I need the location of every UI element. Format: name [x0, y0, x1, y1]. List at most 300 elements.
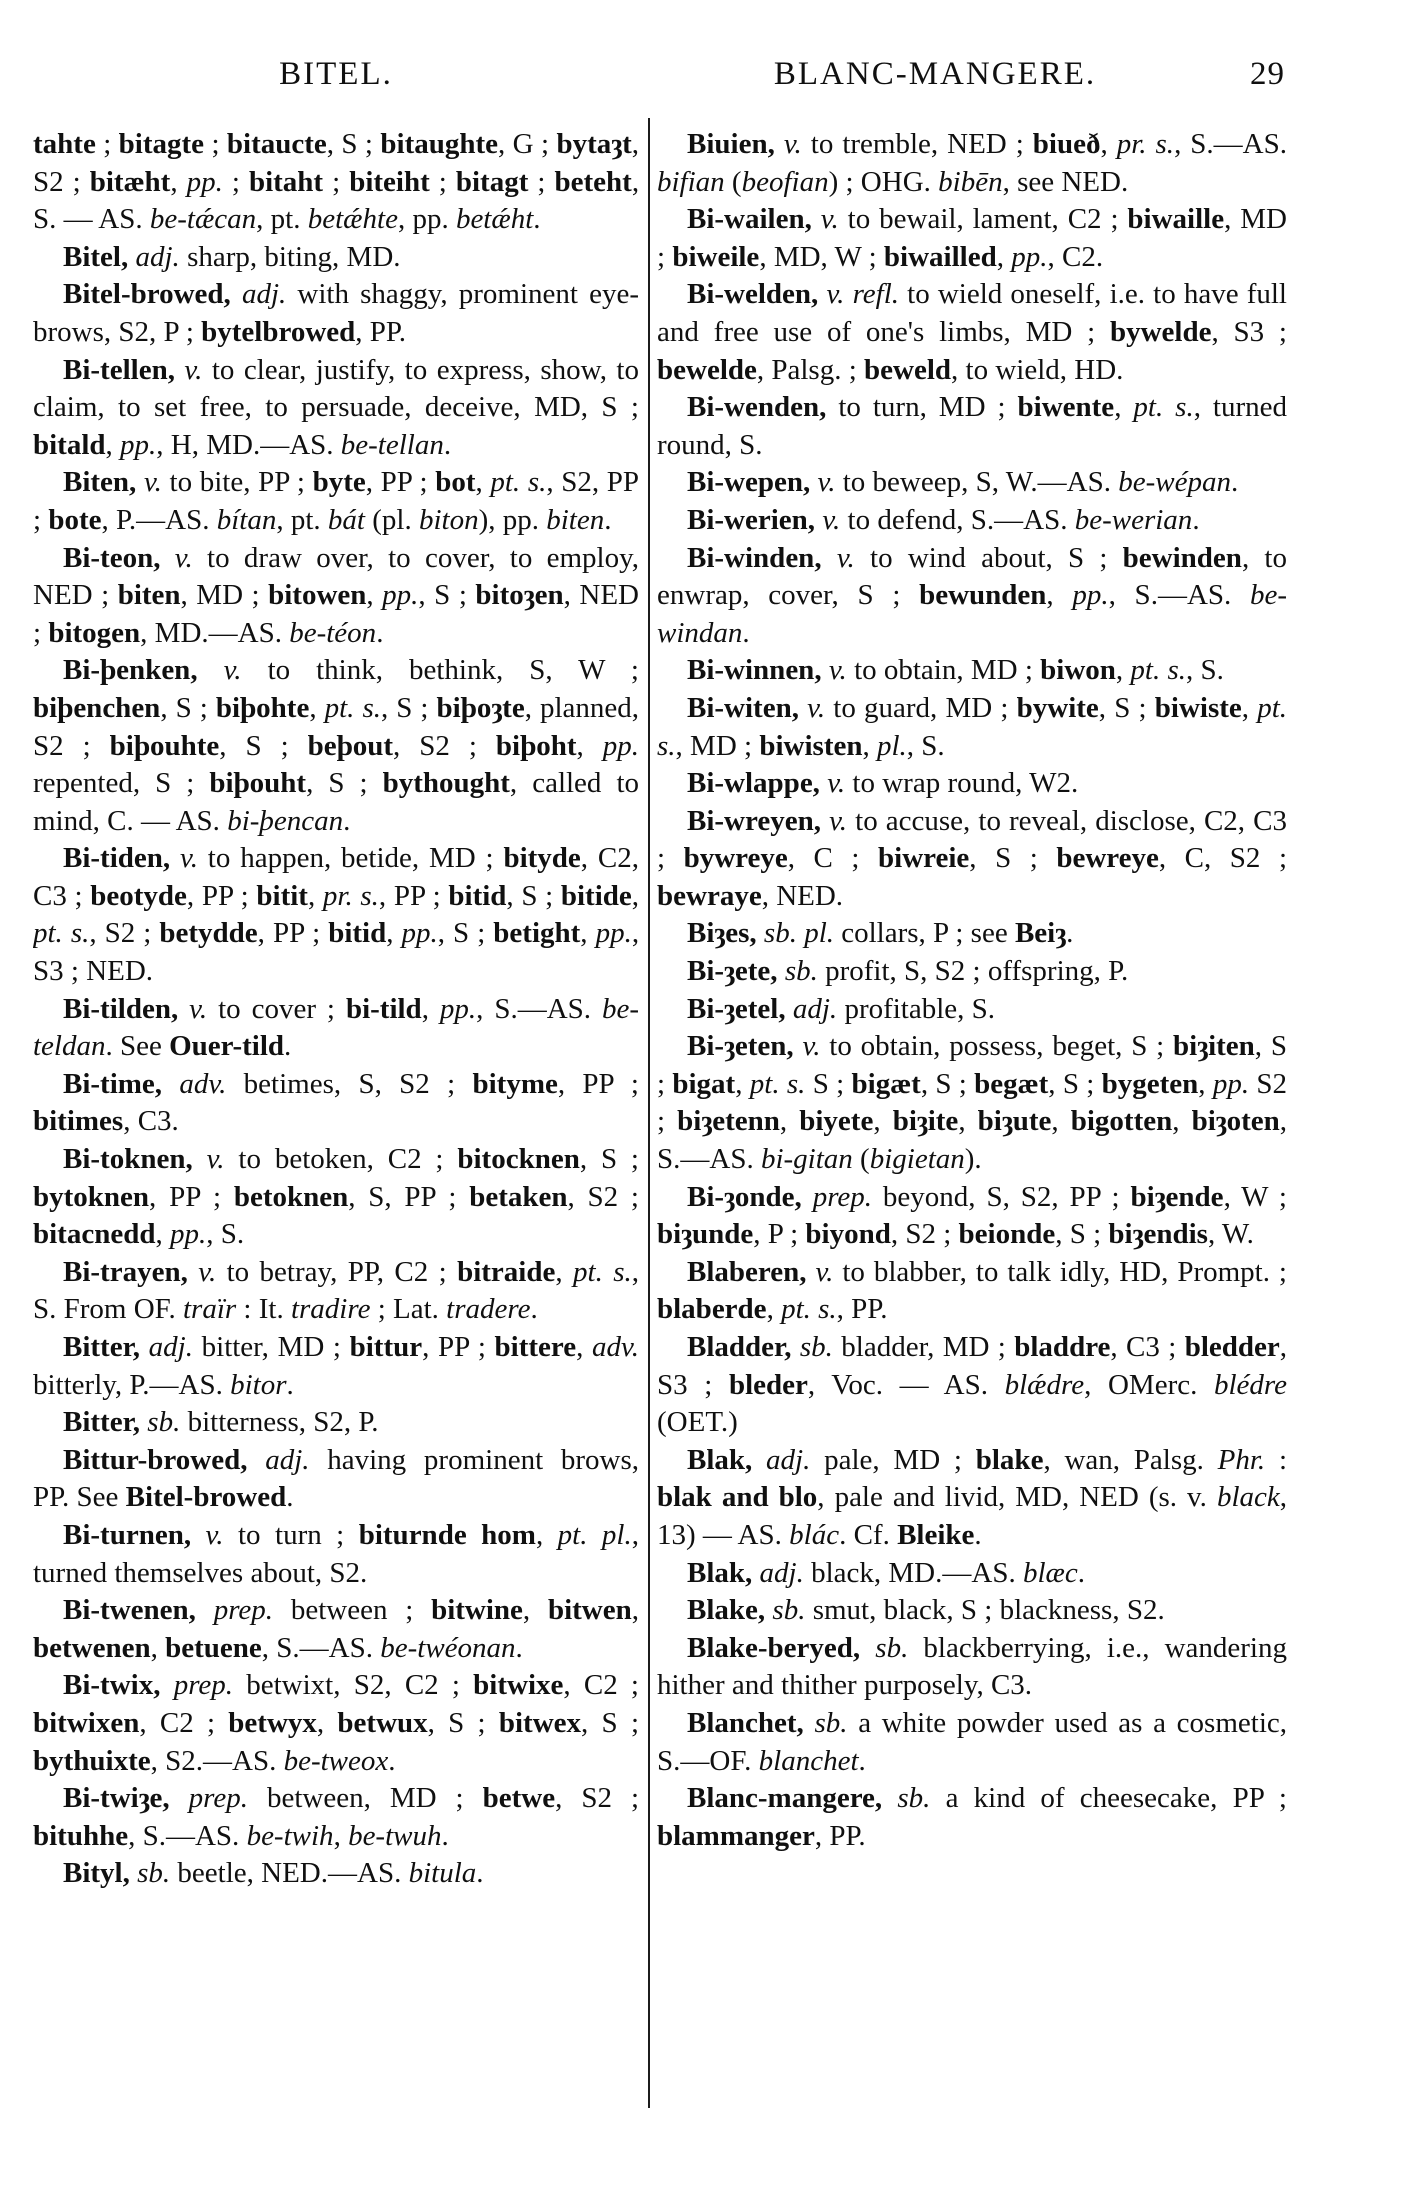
- gloss-text: , turned round, S.: [657, 391, 1287, 461]
- gloss-text: .: [286, 1481, 294, 1514]
- headword-or-variant: Bi-wenden,: [687, 391, 827, 424]
- gloss-text: , S ;: [326, 128, 381, 160]
- gloss-text: , S.: [906, 729, 945, 762]
- headword-or-variant: Bi-time,: [63, 1067, 163, 1100]
- headword-or-variant: bituhhe: [33, 1819, 129, 1852]
- gloss-text: S ;: [805, 1067, 852, 1100]
- gloss-text: ,: [631, 1594, 639, 1627]
- grammar-label: sb.: [803, 1706, 848, 1739]
- headword-or-variant: Bi-witen,: [687, 691, 799, 724]
- gloss-text: profitable, S.: [837, 992, 996, 1025]
- gloss-text: .: [515, 1631, 523, 1664]
- grammar-label: pt. s.: [1130, 654, 1187, 687]
- headword-or-variant: Beiȝ: [1014, 917, 1067, 950]
- headword-or-variant: bitwixen: [33, 1706, 140, 1739]
- grammar-label: be-twuh: [348, 1819, 442, 1852]
- gloss-text: smut, black, S ; blackness, S2.: [805, 1594, 1165, 1627]
- headword-or-variant: biueð: [1032, 128, 1101, 160]
- gloss-text: ,: [366, 579, 383, 612]
- grammar-label: v.: [798, 691, 826, 724]
- entry-bi-es: [657, 915, 1287, 953]
- headword-or-variant: biyond: [805, 1218, 891, 1251]
- headword-or-variant: biȝute: [977, 1105, 1052, 1138]
- headword-or-variant: biȝoten: [1191, 1105, 1280, 1138]
- gloss-text: , to wield, HD.: [951, 353, 1124, 386]
- headword-or-variant: bitid: [448, 879, 507, 912]
- gloss-text: :: [1265, 1443, 1287, 1476]
- gloss-text: , S. From OF.: [33, 1255, 639, 1326]
- headword-or-variant: biwailled: [883, 240, 997, 273]
- gloss-text: beyond, S, S2, PP ;: [872, 1180, 1131, 1213]
- gloss-text: .: [284, 1030, 292, 1063]
- grammar-label: v.: [821, 541, 855, 574]
- gloss-text: a white powder used as a cosmetic, S.—OF.: [657, 1706, 1287, 1777]
- grammar-label: v.: [821, 654, 847, 687]
- gloss-text: to happen, betide, MD ;: [197, 842, 504, 875]
- gloss-text: profit, S, S2 ; offspring, P.: [817, 955, 1129, 988]
- headword-or-variant: bote: [48, 503, 102, 536]
- gloss-text: , PP ;: [149, 1180, 234, 1213]
- headword-or-variant: bitaucte: [226, 128, 327, 160]
- gloss-text: , PP ;: [422, 1331, 495, 1363]
- gloss-text: .: [1192, 503, 1200, 536]
- entry-bitel-browed: [33, 276, 639, 351]
- headword-or-variant: Bi-tellen,: [63, 353, 175, 386]
- gloss-text: ) ; OHG.: [828, 165, 939, 198]
- entry-bi-wenden: [657, 389, 1287, 464]
- gloss-text: beetle, NED.—AS.: [170, 1857, 409, 1890]
- gloss-text: , S2, PP ;: [33, 466, 639, 536]
- grammar-label: sb.: [777, 955, 818, 988]
- grammar-label: pp.: [595, 917, 632, 950]
- gloss-text: ,: [996, 240, 1012, 273]
- gloss-text: to blabber, to talk idly, HD, Prompt. ;: [833, 1255, 1287, 1288]
- grammar-label: be-teldan: [33, 992, 639, 1063]
- headword-or-variant: biyete: [799, 1105, 874, 1138]
- headword-or-variant: Bitel,: [63, 240, 129, 273]
- headword-or-variant: biȝunde: [657, 1218, 754, 1251]
- right-column: [657, 126, 1287, 1855]
- gloss-text: to obtain, possess, beget, S ;: [820, 1030, 1174, 1063]
- gloss-text: , P ;: [753, 1218, 806, 1251]
- grammar-label: blanchet: [758, 1744, 859, 1777]
- gloss-text: ;: [429, 165, 456, 198]
- headword-or-variant: biwisten: [759, 729, 863, 762]
- gloss-text: . See: [105, 1030, 170, 1063]
- headword-or-variant: Bi-welden,: [687, 278, 819, 311]
- headword-or-variant: bywreye: [683, 842, 788, 875]
- grammar-label: prep.: [801, 1180, 873, 1213]
- gloss-text: , MD ;: [180, 579, 269, 612]
- grammar-label: be-werian: [1074, 503, 1193, 536]
- headword-or-variant: bi-tild: [345, 992, 422, 1025]
- gloss-text: .: [533, 203, 541, 236]
- grammar-label: pt. s.: [749, 1067, 806, 1100]
- grammar-label: pt. s.: [33, 917, 90, 950]
- headword-or-variant: bitoȝen: [475, 579, 564, 612]
- gloss-text: , Palsg. ;: [756, 353, 865, 386]
- entry-bi-eten: [657, 1028, 1287, 1178]
- gloss-text: to beweep, S, W.—AS.: [835, 466, 1119, 499]
- gloss-text: , PP ;: [378, 879, 449, 912]
- headword-or-variant: Bladder,: [687, 1331, 792, 1363]
- headword-or-variant: beþout: [307, 729, 394, 762]
- gloss-text: , S ;: [427, 1706, 499, 1739]
- gloss-text: , PP ;: [557, 1067, 639, 1100]
- entry-biuien: [657, 126, 1287, 201]
- headword-or-variant: Blak,: [687, 1443, 753, 1476]
- entry-blake-beryed: [657, 1630, 1287, 1705]
- headword-or-variant: Bi-winnen,: [687, 654, 822, 687]
- headword-or-variant: bitid: [328, 917, 387, 950]
- headword-or-variant: biten: [117, 579, 181, 612]
- gloss-text: ,: [580, 917, 596, 950]
- gloss-text: ,: [555, 1255, 574, 1288]
- headword-or-variant: biwiste: [1154, 691, 1242, 724]
- headword-or-variant: bytaȝt: [556, 128, 632, 160]
- gloss-text: , S ;: [969, 842, 1057, 875]
- running-title-right: BLANC-MANGERE.: [773, 56, 1097, 92]
- grammar-label: be-windan: [657, 579, 1287, 649]
- gloss-text: ,: [576, 1331, 593, 1363]
- entry-bi-etel: [657, 991, 1287, 1029]
- gloss-text: (OET.): [657, 1406, 738, 1439]
- headword-or-variant: bygeten: [1101, 1067, 1199, 1100]
- headword-or-variant: betwux: [337, 1706, 428, 1739]
- gloss-text: ,: [779, 1105, 800, 1138]
- grammar-label: pt. s.: [324, 691, 381, 724]
- headword-or-variant: bitowen: [268, 579, 367, 612]
- gloss-text: ,: [958, 1105, 978, 1138]
- gloss-text: ,: [150, 1631, 166, 1664]
- gloss-text: ,: [1172, 1105, 1192, 1138]
- entry-bi-winnen: [657, 652, 1287, 690]
- grammar-label: adv.: [162, 1067, 227, 1100]
- gloss-text: to wield oneself, i.e. to have full and free use of one's limbs, MD ;: [657, 278, 1287, 348]
- headword-or-variant: Bitter,: [63, 1406, 141, 1439]
- grammar-label: pp.: [602, 729, 639, 762]
- headword-or-variant: Bi-tilden,: [63, 992, 179, 1025]
- gloss-text: , C2, C3 ;: [33, 842, 639, 912]
- grammar-label: pt. s.: [573, 1255, 632, 1288]
- headword-or-variant: biþoht: [495, 729, 577, 762]
- headword-or-variant: betuene: [165, 1631, 262, 1664]
- grammar-label: v.: [819, 767, 846, 800]
- gloss-text: , P.—AS.: [101, 503, 217, 536]
- gloss-text: to bite, PP ;: [161, 466, 313, 499]
- gloss-text: to turn, MD ;: [826, 391, 1018, 424]
- headword-or-variant: Bityl,: [63, 1857, 130, 1890]
- grammar-label: adj.: [140, 1331, 193, 1363]
- grammar-label: pt. s.: [490, 466, 547, 499]
- grammar-label: v.: [187, 1255, 217, 1288]
- gloss-text: , S2 ;: [393, 729, 496, 762]
- grammar-label: v.: [170, 842, 198, 875]
- headword-or-variant: betight: [493, 917, 581, 950]
- gloss-text: , C2 ;: [563, 1669, 639, 1702]
- gloss-text: blackberrying, i.e., wandering hither and thither purposely, C3.: [657, 1631, 1287, 1702]
- headword-or-variant: biȝende: [1130, 1180, 1224, 1213]
- grammar-label: bibēn: [938, 165, 1003, 198]
- gloss-text: , S ;: [657, 1030, 1287, 1100]
- gloss-text: bitterness, S2, P.: [180, 1406, 379, 1439]
- grammar-label: sb.: [882, 1782, 931, 1815]
- gloss-text: ;: [323, 165, 350, 198]
- headword-or-variant: betydde: [159, 917, 258, 950]
- entry-bi-werien: [657, 502, 1287, 540]
- entry-bitel: [33, 239, 639, 277]
- gloss-text: between, MD ;: [248, 1782, 483, 1815]
- entry-bitter: [33, 1329, 639, 1404]
- headword-or-variant: biȝendis: [1108, 1218, 1208, 1251]
- gloss-text: , S2 ;: [33, 128, 639, 198]
- headword-or-variant: Blake,: [687, 1594, 766, 1627]
- entry-bitter: [33, 1404, 639, 1442]
- gloss-text: to obtain, MD ;: [846, 654, 1041, 687]
- headword-or-variant: biþohte: [215, 691, 310, 724]
- headword-or-variant: betwenen: [33, 1631, 151, 1664]
- gloss-text: .: [530, 1293, 538, 1326]
- gloss-text: with shaggy, prominent eye-brows, S2, P ;: [33, 278, 639, 348]
- gloss-text: ,: [421, 992, 440, 1025]
- entry-bi-winden: [657, 540, 1287, 653]
- gloss-text: , S3 ;: [657, 1331, 1287, 1401]
- headword-or-variant: Bi-ȝete,: [687, 955, 778, 988]
- headword-or-variant: bitraide: [457, 1255, 556, 1288]
- headword-or-variant: biȝiten: [1173, 1030, 1255, 1063]
- gloss-text: , W.: [1207, 1218, 1254, 1251]
- gloss-text: ,: [735, 1067, 750, 1100]
- gloss-text: to accuse, to reveal, disclose, C2, C3 ;: [657, 804, 1287, 875]
- gloss-text: , S ;: [160, 691, 216, 724]
- entry-continuation: [33, 126, 639, 239]
- gloss-text: .: [441, 1819, 449, 1852]
- gloss-text: , PP ;: [186, 879, 257, 912]
- gloss-text: .: [1077, 1556, 1085, 1589]
- entry-blak: [657, 1555, 1287, 1593]
- entry-blaberen: [657, 1254, 1287, 1329]
- entry-bittur-browed: [33, 1442, 639, 1517]
- gloss-text: to betoken, C2 ;: [224, 1143, 458, 1176]
- gloss-text: to clear, justify, to express, show, to claim, to set free, to persuade, deceive, MD, S ;: [33, 353, 639, 424]
- headword-or-variant: bigotten: [1070, 1105, 1173, 1138]
- headword-or-variant: biþenchen: [33, 691, 161, 724]
- gloss-text: bladder, MD ;: [832, 1331, 1015, 1363]
- gloss-text: , S.—AS.: [476, 992, 602, 1025]
- headword-or-variant: bitwex: [498, 1706, 582, 1739]
- grammar-label: v.: [806, 1255, 834, 1288]
- headword-or-variant: bythuixte: [33, 1744, 151, 1777]
- gloss-text: ,: [316, 1706, 338, 1739]
- gloss-text: , S ;: [1048, 1067, 1102, 1100]
- grammar-label: pl.: [876, 729, 907, 762]
- gloss-text: betimes, S, S2 ;: [226, 1067, 473, 1100]
- gloss-text: , 13) — AS.: [657, 1481, 1287, 1551]
- gloss-text: to defend, S.—AS.: [840, 503, 1075, 536]
- gloss-text: , S3 ;: [1211, 315, 1287, 348]
- headword-or-variant: bywite: [1016, 691, 1099, 724]
- headword-or-variant: Bitel-browed: [125, 1481, 287, 1514]
- gloss-text: S2 ;: [657, 1067, 1287, 1138]
- grammar-label: v.: [192, 1143, 225, 1176]
- gloss-text: , S.—AS.: [261, 1631, 381, 1664]
- headword-or-variant: Bitter,: [63, 1331, 141, 1363]
- grammar-label: be-téon: [289, 616, 377, 649]
- headword-or-variant: Blake-beryed,: [687, 1631, 861, 1664]
- gloss-text: ;: [95, 128, 119, 160]
- grammar-label: tradire: [290, 1293, 371, 1326]
- grammar-label: adj.: [230, 278, 287, 311]
- gloss-text: ,: [333, 1819, 349, 1852]
- gloss-text: ,: [535, 1518, 558, 1551]
- grammar-label: pp.: [1011, 240, 1048, 273]
- headword-or-variant: Bi-twenen,: [63, 1594, 196, 1627]
- headword-or-variant: bewunden: [919, 579, 1047, 612]
- gloss-text: ,: [475, 466, 491, 499]
- grammar-label: pr. s.: [1116, 128, 1175, 160]
- left-column: [33, 126, 639, 1893]
- grammar-label: pp.: [401, 917, 438, 950]
- headword-or-variant: biþoȝte: [436, 691, 525, 724]
- headword-or-variant: bythought: [382, 767, 510, 800]
- gloss-text: to turn ;: [223, 1518, 359, 1551]
- headword-or-variant: Blanc-mangere,: [687, 1782, 883, 1815]
- grammar-label: bigietan: [869, 1143, 965, 1176]
- gloss-text: ,: [309, 691, 325, 724]
- grammar-label: pp.: [439, 992, 477, 1025]
- headword-or-variant: biwaille: [1127, 203, 1225, 236]
- grammar-label: pt. s.: [1133, 391, 1194, 424]
- grammar-label: be-tweox: [283, 1744, 389, 1777]
- gloss-text: , NED.: [761, 879, 844, 912]
- headword-or-variant: bitæht: [89, 165, 171, 198]
- grammar-label: sb.: [860, 1631, 909, 1664]
- headword-or-variant: bitaughte: [380, 128, 499, 160]
- gloss-text: , S.: [1186, 654, 1224, 687]
- entry-bi-tiden: [33, 840, 639, 990]
- headword-or-variant: biþouht: [209, 767, 307, 800]
- gloss-text: , S ;: [219, 729, 308, 762]
- headword-or-variant: beteht: [554, 165, 632, 198]
- grammar-label: bi-gitan: [760, 1143, 853, 1176]
- headword-or-variant: Bittur-browed,: [63, 1443, 248, 1476]
- entry-bi-twix: [33, 1667, 639, 1780]
- gloss-text: to tremble, NED ;: [801, 128, 1033, 160]
- entry-bi-welden: [657, 276, 1287, 389]
- headword-or-variant: Bi-tiden,: [63, 842, 171, 875]
- gloss-text: collars, P ; see: [834, 917, 1015, 950]
- headword-or-variant: bitacnedd: [33, 1218, 156, 1251]
- grammar-label: v.: [793, 1030, 821, 1063]
- headword-or-variant: biȝite: [892, 1105, 959, 1138]
- headword-or-variant: bitwen: [547, 1594, 632, 1627]
- headword-or-variant: betwyx: [228, 1706, 317, 1739]
- grammar-label: be-tellan: [340, 428, 444, 461]
- gloss-text: ,: [576, 729, 603, 762]
- headword-or-variant: Bi-trayen,: [63, 1255, 188, 1288]
- grammar-label: adj.: [785, 992, 838, 1025]
- gloss-text: ,: [631, 879, 639, 912]
- gloss-text: .: [858, 1744, 866, 1777]
- grammar-label: biten: [546, 503, 605, 536]
- grammar-label: betǽhte: [307, 203, 398, 236]
- gloss-text: ,: [873, 1105, 893, 1138]
- grammar-label: adj.: [247, 1443, 310, 1476]
- gloss-text: bitter, MD ;: [193, 1331, 350, 1363]
- gloss-text: ;: [528, 165, 555, 198]
- headword-or-variant: bewreye: [1056, 842, 1159, 875]
- grammar-label: prep.: [169, 1782, 249, 1815]
- gloss-text: .: [742, 616, 750, 649]
- gloss-text: , C3 ;: [1110, 1331, 1185, 1363]
- gloss-text: , S, PP ;: [348, 1180, 470, 1213]
- gloss-text: , called to mind, C. — AS.: [33, 767, 639, 837]
- headword-or-variant: bigat: [672, 1067, 736, 1100]
- grammar-label: bitula: [408, 1857, 477, 1890]
- headword-or-variant: biȝetenn: [677, 1105, 780, 1138]
- gloss-text: , Voc. — AS.: [807, 1368, 1005, 1401]
- gloss-text: to cover ;: [207, 992, 346, 1025]
- grammar-label: Phr.: [1217, 1443, 1266, 1476]
- gloss-text: , S ;: [579, 1143, 639, 1176]
- gloss-text: , S ;: [306, 767, 383, 800]
- headword-or-variant: blak and blo: [657, 1481, 818, 1514]
- entry-bi-wreyen: [657, 803, 1287, 916]
- grammar-label: be-wépan: [1118, 466, 1231, 499]
- gloss-text: ,: [1115, 654, 1131, 687]
- gloss-text: , S ;: [581, 1706, 639, 1739]
- gloss-text: to think, bethink, S, W ;: [241, 654, 639, 687]
- grammar-label: traïr: [182, 1293, 237, 1326]
- headword-or-variant: bityme: [472, 1067, 558, 1100]
- gloss-text: .: [476, 1857, 484, 1890]
- headword-or-variant: bigæt: [851, 1067, 921, 1100]
- entry-bi-ete: [657, 953, 1287, 991]
- headword-or-variant: biwon: [1040, 654, 1116, 687]
- entry-bi-wailen: [657, 201, 1287, 276]
- gloss-text: (: [724, 165, 742, 198]
- headword-or-variant: tahte: [33, 128, 96, 160]
- gloss-text: . Cf.: [839, 1518, 898, 1551]
- headword-or-variant: bitide: [560, 879, 632, 912]
- grammar-label: beofian: [741, 165, 829, 198]
- grammar-label: v. refl.: [818, 278, 900, 311]
- grammar-label: bát: [327, 503, 365, 536]
- headword-or-variant: biturnde hom: [358, 1518, 536, 1551]
- gloss-text: , OMerc.: [1084, 1368, 1214, 1401]
- gloss-text: , S2.—AS.: [150, 1744, 284, 1777]
- gloss-text: , pt.: [256, 203, 308, 236]
- gloss-text: , S.—AS.: [1174, 128, 1287, 160]
- headword-or-variant: bladdre: [1014, 1331, 1111, 1363]
- headword-or-variant: bewelde: [657, 353, 757, 386]
- headword-or-variant: bitagte: [118, 128, 205, 160]
- gloss-text: , W ;: [1223, 1180, 1287, 1213]
- headword-or-variant: biwreie: [878, 842, 970, 875]
- gloss-text: , wan, Palsg.: [1043, 1443, 1218, 1476]
- gloss-text: , MD.—AS.: [140, 616, 290, 649]
- headword-or-variant: blaberde: [657, 1293, 767, 1326]
- entry-bityl: [33, 1855, 639, 1893]
- gloss-text: ), pp.: [478, 503, 547, 536]
- headword-or-variant: betaken: [469, 1180, 568, 1213]
- gloss-text: , S ;: [920, 1067, 975, 1100]
- gloss-text: , MD, W ;: [759, 240, 884, 273]
- grammar-label: tradere: [446, 1293, 531, 1326]
- headword-or-variant: Bi-wreyen,: [687, 804, 821, 837]
- entry-bi-toknen: [33, 1141, 639, 1254]
- gloss-text: .: [376, 616, 384, 649]
